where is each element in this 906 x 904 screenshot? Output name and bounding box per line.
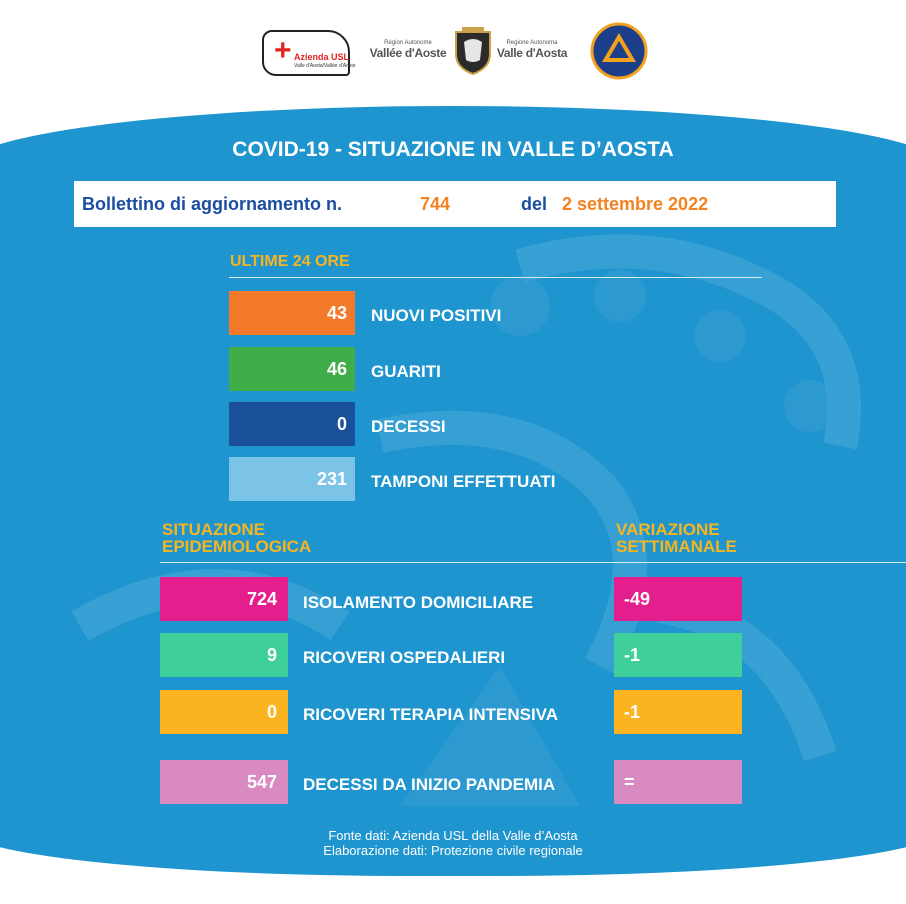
total-deaths-value: 547	[160, 760, 288, 804]
bulletin-bar	[74, 181, 836, 227]
region-vallee-logo-text: Région Autonome Vallée d'Aoste	[369, 40, 447, 60]
hospitalized-value: 9	[160, 633, 288, 677]
recovered-label: GUARITI	[371, 362, 441, 381]
new-positives-label: NUOVI POSITIVI	[371, 306, 502, 325]
new-positives-value: 43	[229, 291, 355, 335]
situation-divider	[160, 562, 906, 563]
situation-heading: SITUAZIONE EPIDEMIOLOGICA	[162, 520, 312, 556]
swabs-label: TAMPONI EFFETTUATI	[371, 472, 556, 491]
bulletin-del-label: del	[521, 194, 548, 214]
intensive-care-label: RICOVERI TERAPIA INTENSIVA	[303, 705, 559, 724]
source-line-2: Elaborazione dati: Protezione civile regionale	[323, 843, 583, 858]
last24-heading: ULTIME 24 ORE	[230, 253, 350, 270]
weekly-variation-heading: VARIAZIONE SETTIMANALE	[616, 520, 737, 556]
hospitalized-label: RICOVERI OSPEDALIERI	[303, 648, 506, 667]
data-source	[0, 828, 906, 858]
deaths-value: 0	[229, 402, 355, 446]
recovered-value: 46	[229, 347, 355, 391]
home-isolation-label: ISOLAMENTO DOMICILIARE	[303, 593, 534, 612]
last24-divider	[229, 277, 762, 278]
home-isolation-value: 724	[160, 577, 288, 621]
bulletin-date: 2 settembre 2022	[562, 194, 709, 214]
region-shield-icon	[452, 26, 494, 76]
bulletin-label: Bollettino di aggiornamento n.	[82, 194, 342, 214]
swabs-value: 231	[229, 457, 355, 501]
region-valle-logo-text: Regione Autonoma Valle d'Aosta	[496, 40, 568, 60]
deaths-label: DECESSI	[371, 417, 446, 436]
civil-protection-icon	[590, 22, 648, 80]
azienda-usl-logo: + Azienda USL Valle d'Aosta/Vallée d'Aoste	[262, 26, 350, 78]
source-line-1: Fonte dati: Azienda USL della Valle d’Aosta	[328, 828, 578, 843]
bulletin-number: 744	[420, 194, 451, 214]
intensive-care-value: 0	[160, 690, 288, 734]
hospitalized-change: -1	[614, 633, 742, 677]
page-title: COVID-19 - SITUAZIONE IN VALLE D’AOSTA	[232, 138, 674, 161]
total-deaths-label: DECESSI DA INIZIO PANDEMIA	[303, 775, 556, 794]
header-logos	[0, 0, 906, 100]
home-isolation-change: -49	[614, 577, 742, 621]
intensive-care-change: -1	[614, 690, 742, 734]
total-deaths-change: =	[614, 760, 742, 804]
